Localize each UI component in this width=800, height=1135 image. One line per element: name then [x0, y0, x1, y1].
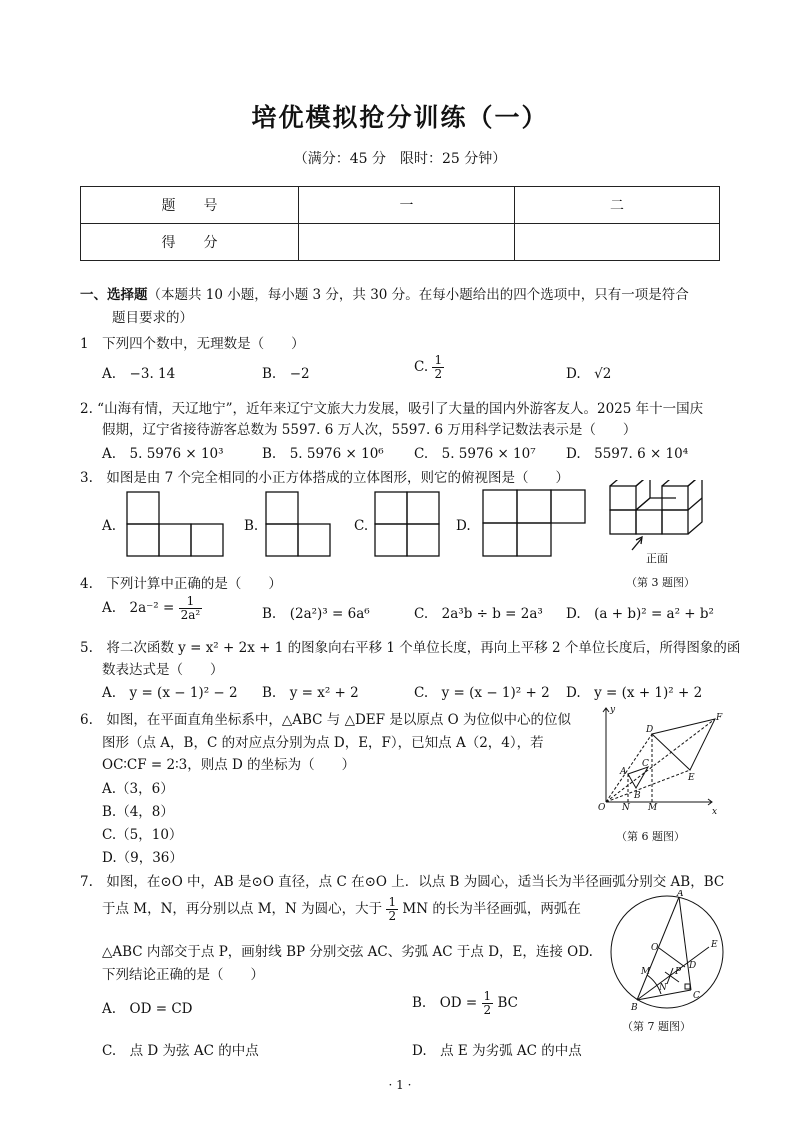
score-table-input-cell[interactable]	[299, 224, 515, 261]
q1-option-c-prefix: C.	[414, 359, 429, 375]
q4-option-a-prefix: A. 2a⁻² =	[102, 600, 175, 616]
q6-figure	[590, 702, 730, 827]
q6-option-a[interactable]: A.（3，6）	[102, 781, 174, 797]
q1-stem: 1 下列四个数中，无理数是（ ）	[80, 336, 305, 352]
front-arrow-icon	[632, 537, 642, 550]
label-c: C	[693, 991, 700, 1001]
page-number: · 1 ·	[388, 1078, 412, 1092]
page-title: 培优模拟抢分训练（一）	[251, 103, 549, 132]
q5-option-d[interactable]: D. y = (x + 1)² + 2	[566, 685, 703, 701]
label-n: N	[659, 983, 667, 993]
q5-option-a[interactable]: A. y = (x − 1)² − 2	[102, 685, 238, 701]
q4-option-c[interactable]: C. 2a³b ÷ b = 2a³	[414, 606, 543, 622]
label-n: N	[622, 803, 630, 813]
q4-stem: 4. 下列计算中正确的是（ ）	[80, 576, 282, 592]
q6-option-b[interactable]: B.（4，8）	[102, 804, 174, 820]
q7-stem-line3: △ABC 内部交于点 P，画射线 BP 分别交弦 AC、劣弧 AC 于点 D，E，连接 OD.	[102, 944, 593, 960]
label-e: E	[688, 773, 695, 783]
q7-caption: （第 7 题图）	[622, 1020, 691, 1033]
label-d: D	[689, 961, 697, 971]
q3-figure-d	[483, 490, 585, 556]
label-f: F	[716, 713, 723, 723]
q4-option-a[interactable]	[102, 595, 202, 622]
label-d: D	[646, 725, 654, 735]
circle-o	[611, 896, 723, 1008]
score-table-input-cell[interactable]	[515, 224, 720, 261]
fraction-num: 1	[434, 353, 443, 367]
label-x: x	[712, 807, 718, 817]
label-y: y	[610, 705, 616, 715]
fraction	[432, 354, 444, 381]
segment-od	[659, 948, 685, 967]
label-m: M	[648, 803, 658, 813]
q7-stem-line4: 下列结论正确的是（ ）	[102, 967, 264, 983]
fraction-den: 2	[434, 367, 443, 381]
fraction-num: 1	[483, 989, 492, 1003]
q5-stem-line1: 5. 将二次函数 y = x² + 2x + 1 的图象向右平移 1 个单位长度，再向上平移 2 个单位长度后，所得图象的函	[80, 640, 741, 656]
section-label: 一、选择题	[80, 287, 148, 303]
label-o: O	[598, 803, 606, 813]
score-table-row	[81, 224, 720, 261]
section-intro-cont: 题目要求的）	[112, 310, 193, 326]
q2-option-c[interactable]: C. 5. 5976 × 10⁷	[414, 446, 536, 462]
q2-option-b[interactable]: B. 5. 5976 × 10⁶	[262, 446, 384, 462]
fraction-den: 2	[388, 909, 397, 923]
fraction	[179, 595, 203, 622]
q3-option-a[interactable]: A.	[102, 518, 117, 534]
label-c: C	[642, 759, 649, 769]
q1-option-b[interactable]: B. −2	[262, 366, 310, 382]
q6-caption: （第 6 题图）	[616, 830, 685, 843]
q3-option-d[interactable]: D.	[456, 518, 471, 534]
q3-figure-a	[127, 492, 223, 556]
q7-stem-line1: 7. 如图，在⊙O 中，AB 是⊙O 直径，点 C 在⊙O 上．以点 B 为圆心，适当长为半径画弧分别交 AB，BC	[80, 874, 725, 890]
q6-stem-line3: OC∶CF = 2∶3，则点 D 的坐标为（ ）	[102, 757, 356, 773]
q7-option-b-post: BC	[497, 995, 518, 1011]
q2-option-a[interactable]: A. 5. 5976 × 10³	[102, 446, 224, 462]
q4-option-d[interactable]: D. (a + b)² = a² + b²	[566, 606, 714, 622]
label-b: B	[634, 791, 641, 801]
score-table-header-cell: 一	[299, 187, 515, 224]
q3-option-b[interactable]: B.	[244, 518, 259, 534]
label-b: B	[631, 1003, 638, 1013]
score-table	[80, 186, 720, 261]
q5-option-c[interactable]: C. y = (x − 1)² + 2	[414, 685, 550, 701]
section-intro	[80, 283, 689, 303]
label-a: A	[677, 890, 684, 899]
q5-option-b[interactable]: B. y = x² + 2	[262, 685, 359, 701]
q3-option-c[interactable]: C.	[354, 518, 369, 534]
q7-option-b[interactable]	[412, 990, 518, 1017]
fraction	[386, 896, 398, 923]
q7-stem-line2-pre: 于点 M，N，再分别以点 M，N 为圆心，大于	[102, 901, 383, 917]
label-o: O	[651, 943, 659, 953]
label-a: A	[620, 767, 627, 777]
score-table-label-cell: 得 分	[81, 224, 299, 261]
score-table-header-cell: 题 号	[81, 187, 299, 224]
q3-caption: （第 3 题图）	[626, 576, 695, 589]
page-subtitle: （满分：45 分 限时：25 分钟）	[293, 151, 507, 167]
q2-option-d[interactable]: D. 5597. 6 × 10⁴	[566, 446, 689, 462]
q3-front-label: 正面	[646, 552, 668, 565]
q1-option-a[interactable]: A. −3. 14	[102, 366, 176, 382]
fraction-den: 2	[483, 1003, 492, 1017]
score-table-header-cell: 二	[515, 187, 720, 224]
triangle-def	[652, 719, 715, 770]
q2-stem-line2: 假期，辽宁省接待游客总数为 5597. 6 万人次，5597. 6 万用科学记数法表示是（ ）	[102, 422, 637, 438]
section-intro-text: （本题共 10 小题，每小题 3 分，共 30 分。在每小题给出的四个选项中，只有一项是符合	[147, 287, 689, 303]
q1-option-d[interactable]: D. √2	[566, 366, 612, 382]
q7-figure	[605, 890, 730, 1015]
q7-stem-line2-post: MN 的长为半径画弧，两弧在	[402, 901, 581, 917]
q5-stem-line2: 数表达式是（ ）	[102, 662, 224, 678]
label-m: M	[641, 967, 651, 977]
fraction-den: 2a²	[180, 608, 201, 622]
fraction	[482, 990, 494, 1017]
q6-option-c[interactable]: C.（5，10）	[102, 827, 183, 843]
q3-figure-c	[375, 492, 439, 556]
label-e: E	[711, 940, 718, 950]
q6-stem-line2: 图形（点 A，B，C 的对应点分别为点 D，E，F），已知点 A（2，4），若	[102, 735, 544, 751]
q7-option-c[interactable]: C. 点 D 为弦 AC 的中点	[102, 1043, 259, 1059]
label-p: P	[675, 967, 682, 977]
q3-solid-figure	[610, 480, 702, 534]
q7-option-b-prefix: B. OD =	[412, 995, 478, 1011]
q6-stem-line1: 6. 如图，在平面直角坐标系中，△ABC 与 △DEF 是以原点 O 为位似中心的位似	[80, 712, 571, 728]
q3-figure-b	[266, 492, 330, 556]
q6-option-d[interactable]: D.（9，36）	[102, 850, 183, 866]
fraction-num: 1	[179, 595, 203, 609]
q7-option-d[interactable]: D. 点 E 为劣弧 AC 的中点	[412, 1043, 582, 1059]
q7-option-a[interactable]: A. OD = CD	[102, 1001, 193, 1017]
fraction-num: 1	[388, 895, 397, 909]
q3-stem: 3. 如图是由 7 个完全相同的小正方体搭成的立体图形，则它的俯视图是（ ）	[80, 470, 570, 486]
q2-stem-line1: 2. “山海有情，天辽地宁”，近年来辽宁文旅大力发展，吸引了大量的国内外游客友人。2025 年十一国庆	[80, 401, 704, 417]
q4-option-b[interactable]: B. (2a²)³ = 6a⁶	[262, 606, 370, 622]
q1-option-c[interactable]	[414, 354, 444, 381]
score-table-row	[81, 187, 720, 224]
q7-stem-line2	[102, 896, 581, 923]
